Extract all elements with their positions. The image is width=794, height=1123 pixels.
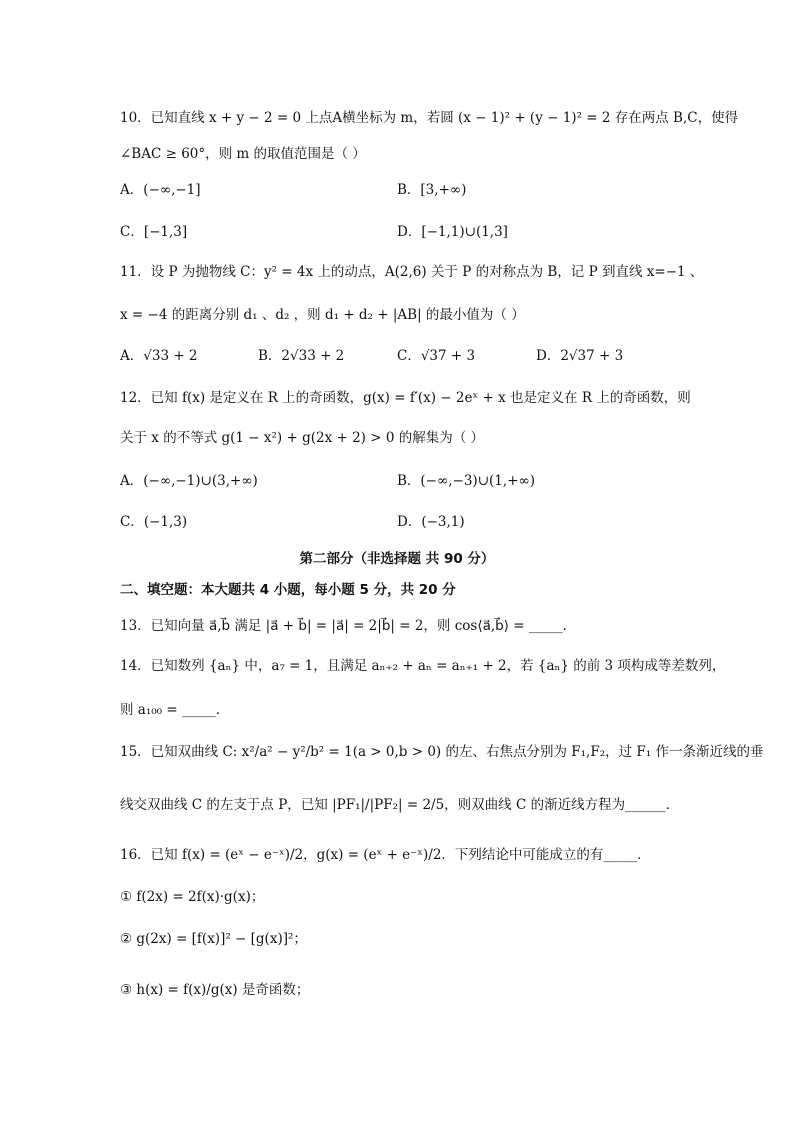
q14-line2: 则 a₁₀₀ = _____． xyxy=(120,702,230,718)
q10-option-c: C．[−1,3] xyxy=(120,224,188,240)
q11-line1: 11．设 P 为抛物线 C：y² = 4x 上的动点，A(2,6) 关于 P 的对称点为 B，记 P 到直线 x=−1 、 xyxy=(120,264,704,280)
q16-item-2: ② g(2x) = [f(x)]² − [g(x)]²； xyxy=(120,931,307,947)
q16-line1: 16．已知 f(x) = (eˣ − e⁻ˣ)/2，g(x) = (eˣ + e⁻ˣ)/2．下列结论中可能成立的有_____． xyxy=(120,847,651,863)
q15-line1: 15．已知双曲线 C: x²/a² − y²/b² = 1(a > 0,b > 0) 的左、右焦点分别为 F₁,F₂，过 F₁ 作一条渐近线的垂 xyxy=(120,744,764,760)
q10-line2: ∠BAC ≥ 60°，则 m 的取值范围是（ ） xyxy=(120,146,366,162)
q12-option-a: A．(−∞,−1)∪(3,+∞) xyxy=(120,473,258,489)
q10-option-d: D．[−1,1)∪(1,3] xyxy=(397,224,508,240)
q10-option-a: A．(−∞,−1] xyxy=(120,182,201,198)
q11-option-c: C．√37 + 3 xyxy=(397,348,476,364)
q10-option-b: B．[3,+∞) xyxy=(397,182,467,198)
part2-title: 第二部分（非选择题 共 90 分） xyxy=(299,551,495,567)
q14-line1: 14．已知数列 {aₙ} 中，a₇ = 1，且满足 aₙ₊₂ + aₙ = aₙ₊₁ + 2，若 {aₙ} 的前 3 项构成等差数列， xyxy=(120,658,726,674)
q12-line2: 关于 x 的不等式 g(1 − x²) + g(2x + 2) > 0 的解集为（ ） xyxy=(120,430,484,446)
q11-line2: x = −4 的距离分别 d₁ 、d₂ ，则 d₁ + d₂ + |AB| 的最小值为（ ） xyxy=(120,307,525,323)
section2-title: 二、填空题：本大题共 4 小题，每小题 5 分，共 20 分 xyxy=(120,582,456,598)
q11-option-a: A．√33 + 2 xyxy=(120,348,198,364)
q12-line1: 12．已知 f(x) 是定义在 R 上的奇函数，g(x) = f′(x) − 2eˣ + x 也是定义在 R 上的奇函数，则 xyxy=(120,390,691,406)
q11-option-d: D．2√37 + 3 xyxy=(536,348,624,364)
q15-line2: 线交双曲线 C 的左支于点 P，已知 |PF₁|/|PF₂| = 2/5，则双曲线 C 的渐近线方程为______． xyxy=(120,797,680,813)
q12-option-c: C．(−1,3) xyxy=(120,514,188,530)
q13-text: 13．已知向量 a⃗,b⃗ 满足 |a⃗ + b⃗| = |a⃗| = 2|b⃗| = 2，则 cos⟨a⃗,b⃗⟩ = _____． xyxy=(120,618,577,634)
q12-option-b: B．(−∞,−3)∪(1,+∞) xyxy=(397,473,535,489)
q16-item-1: ① f(2x) = 2f(x)·g(x)； xyxy=(120,889,265,905)
q12-option-d: D．(−3,1) xyxy=(397,514,465,530)
q11-option-b: B．2√33 + 2 xyxy=(258,348,345,364)
q16-item-3: ③ h(x) = f(x)/g(x) 是奇函数； xyxy=(120,982,310,998)
q10-line1: 10．已知直线 x + y − 2 = 0 上点A横坐标为 m，若圆 (x − 1)² + (y − 1)² = 2 存在两点 B,C，使得 xyxy=(120,110,739,126)
